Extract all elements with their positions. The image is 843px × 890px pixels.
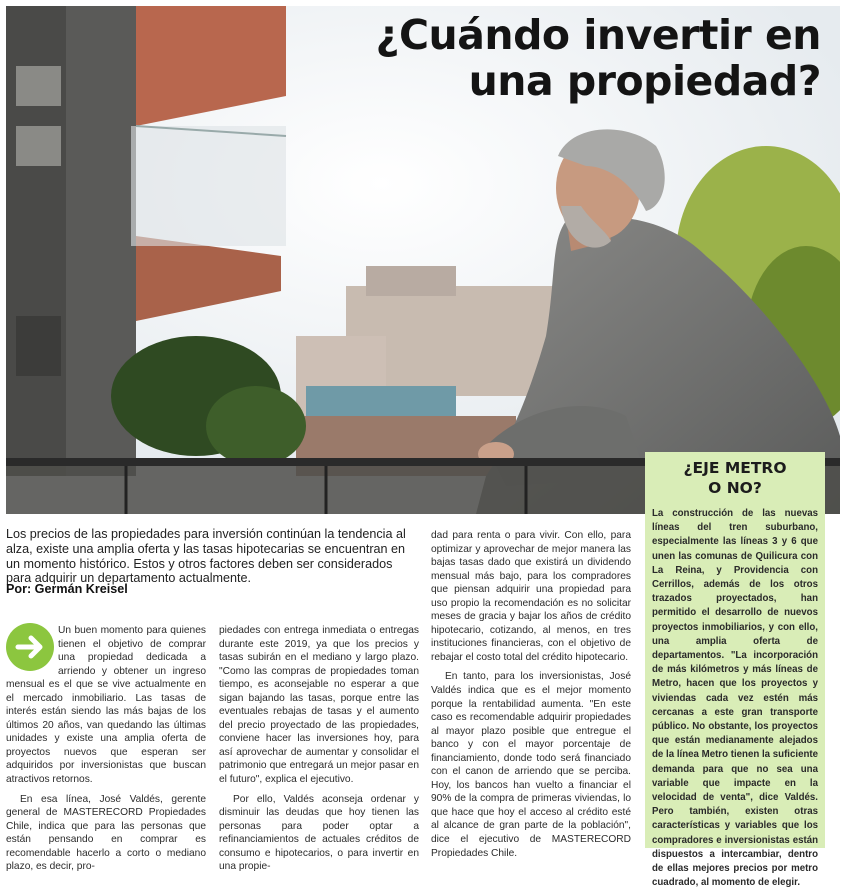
article-column-1 (6, 624, 206, 873)
column-1-paragraph-2: En esa línea, José Valdés, gerente general de MASTERECORD Propiedades Chile, indica que para las personas que están pensando en comprar es recomendable hacerlo a corto o mediano plazo, es decir, pro- (6, 793, 206, 873)
column-2-paragraph-1: piedades con entrega inmediata o entregas durante este 2019, ya que los precios y tasas subirán en el mediano y largo plazo. "Como las compras de propiedades toman tiempo, es aconsejable no esperar a que sigan bajando las tasas, porque entre las eventuales rebajas de tasas y el aumento del precio proyectado de las propiedades, conviene hacer las inversiones hoy, para así aprovechar de aumentar y consolidar el patrimonio que entregará un mejor pasar en el futuro", explica el ejecutivo. (219, 625, 419, 786)
article-column-2 (219, 624, 419, 874)
arrow-spacer (6, 624, 58, 670)
sidebar-title-line-1: ¿EJE METRO (683, 459, 787, 477)
headline-line-2: una propiedad? (468, 57, 821, 105)
sidebar-box (645, 452, 825, 889)
sidebar-body: La construcción de las nuevas líneas del tren suburbano, especialmente las líneas 3 y 6 que unen las comunas de Quilicura con La Reina, y Providencia con Cerrillos, además de los otros trazados proyectados, han permitido el desarrollo de nuevos proyectos inmobiliarios, y con ello, una amplia oferta de departamentos. "La incorporación de más kilómetros y más líneas de Metro, hacen que los proyectos y viviendas cada vez estén más cercanas a este gran transporte público. No obstante, los proyectos que están medianamente alejados de la línea Metro tienen la suficiente demanda para que no sea una variable que impacte en la velocidad de venta", dice Valdés. Pero también, existen otras características y variables que los compradores e inversionistas están dispuestos a intercambiar, dentro de ellas mejores precios por metro cuadrado, al momento de elegir. (652, 508, 818, 889)
column-2-paragraph-2: Por ello, Valdés aconseja ordenar y disminuir las deudas que hoy tienen las personas para poder optar a refinanciamientos de actuales créditos de consumo e hipotecarios, o para invertir en una propie- (219, 793, 419, 873)
column-1-paragraph-1: Un buen momento para quienes tienen el objetivo de comprar una propiedad dedicada a arriendo y obtener un ingreso mensual es el que se vive actualmente en el mercado inmobiliario. Las tasas de interés están siendo las más bajas de los últimos 20 años, van quedando las últimas unidades y existe una amplia oferta de proyectos nuevos que esperan ser adquiridos por inversionistas que buscan atractivos retornos. (6, 625, 206, 786)
sidebar-title-line-2: O NO? (708, 479, 762, 497)
byline: Por: Germán Kreisel (6, 582, 128, 596)
sidebar-title (652, 458, 818, 498)
lede-paragraph: Los precios de las propiedades para inversión continúan la tendencia al alza, existe una amplia oferta y las tasas hipotecarias se encuentran en un momento histórico. Estos y otros factores deben ser considerados para adquirir un departamento actualmente. (6, 527, 406, 586)
column-3-paragraph-2: En tanto, para los inversionistas, José Valdés indica que es el mejor momento porque la rentabilidad aumenta. "En este caso es recomendable adquirir propiedades al mayor plazo posible que entregue el banco y con el mayor porcentaje de financiamiento, donde todo será financiado con el canon de arriendo que se perciba. Hoy, los bancos han vuelto a financiar el 90% de la compra de primeras viviendas, lo que hace que hoy el acceso al crédito esté al alcance de gran parte de la población", dice el ejecutivo de MASTERECORD Propiedades Chile. (431, 671, 631, 859)
headline (301, 12, 821, 104)
article-column-3 (431, 529, 631, 860)
headline-line-1: ¿Cuándo invertir en (375, 11, 821, 59)
column-3-paragraph-1: dad para renta o para vivir. Con ello, para optimizar y aprovechar de mejor manera las bajas tasas dado que existirá un dividendo mensual más bajo, para los compradores que piensan adquirir una propiedad para uso propio la recomendación es no solicitar meses de gracia y bajar los años de crédito hipotecario, cotizando, al menos, en tres instituciones financieras, con el objetivo de rebajar el costo total del crédito hipotecario. (431, 530, 631, 663)
